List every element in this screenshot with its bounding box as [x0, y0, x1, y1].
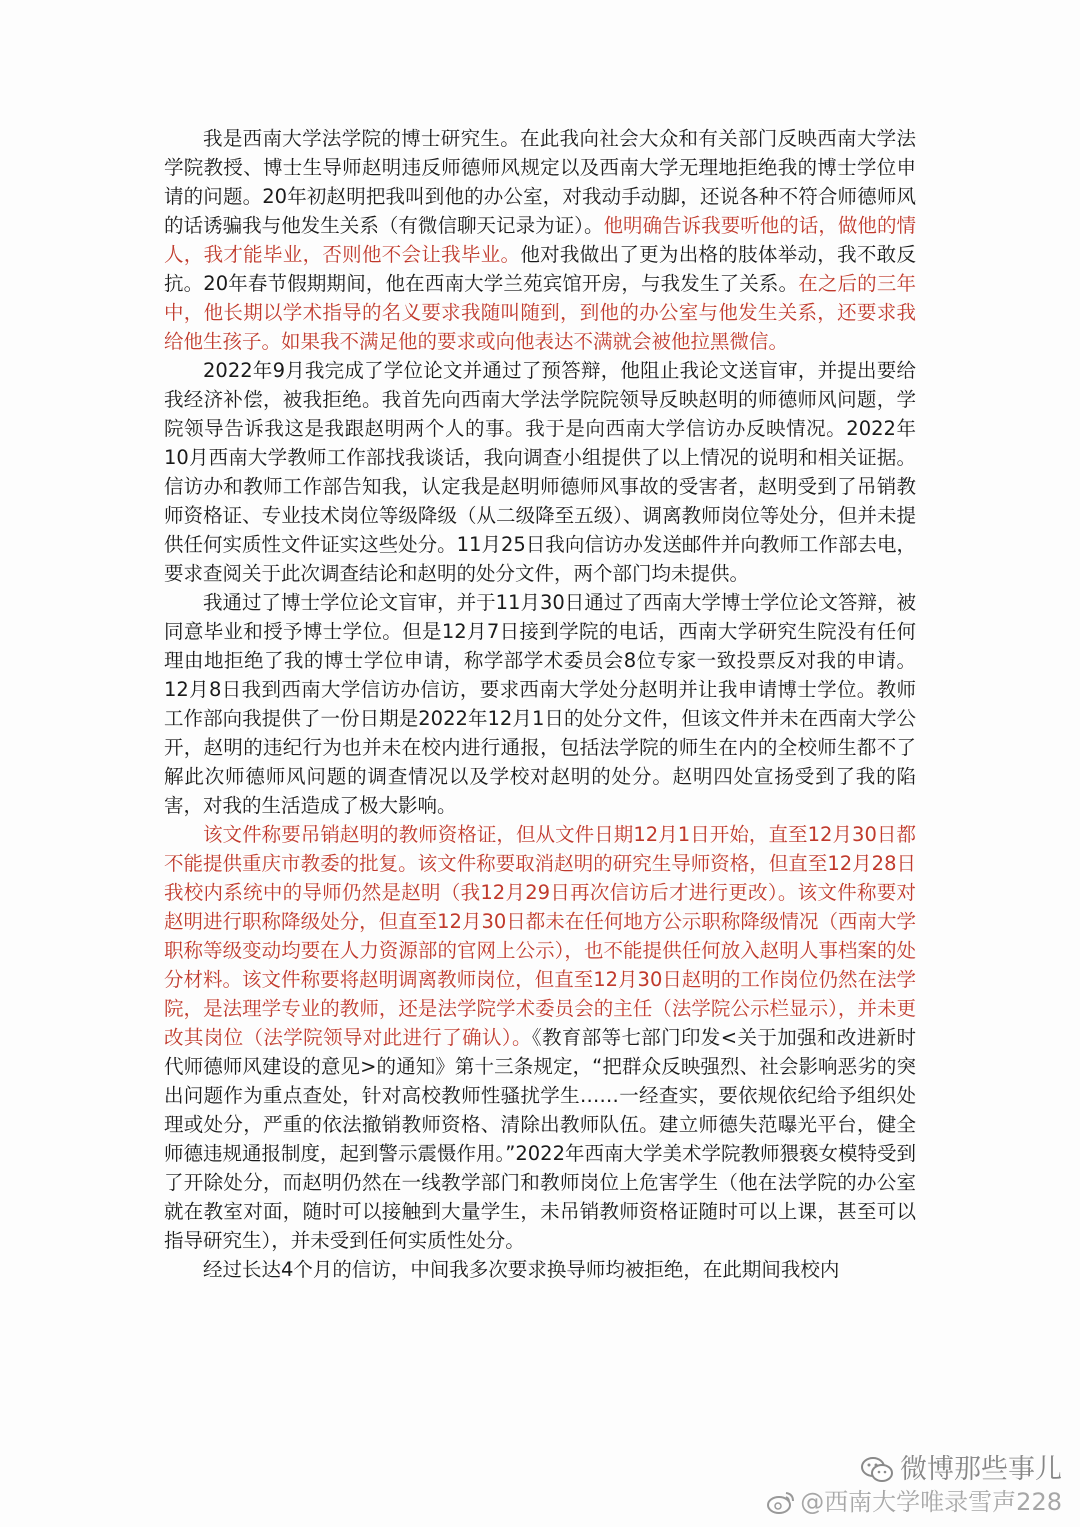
paragraph [164, 356, 916, 588]
paragraph [164, 588, 916, 820]
body-text: 他对我做出了更为出格的肢体举动，我不敢反抗。20年春节假期期间，他在西南大学兰苑宾馆开房，与我发生了关系。 [164, 243, 916, 295]
watermark [766, 1453, 1062, 1517]
highlighted-text: 在之后的三年中，他长期以学术指导的名义要求我随叫随到，到他的办公室与他发生关系，还要求我给他生孩子。如果我不满足他的要求或向他表达不满就会被他拉黑微信。 [164, 272, 916, 353]
body-text: 《教育部等七部门印发<关于加强和改进新时代师德师风建设的意见>的通知》第十三条规定，“把群众反映强烈、社会影响恶劣的突出问题作为重点查处，针对高校教师性骚扰学生……一经查实，要依规依纪给予组织处理或处分，严重的依法撤销教师资格、清除出教师队伍。建立师德失范曝光平台，健全师德违规通报制度，起到警示震慑作用。”2022年西南大学美术学院教师猥亵女模特受到了开除处分，而赵明仍然在一线教学部门和教师岗位上危害学生（他在法学院的办公室就在教室对面，随时可以接触到大量学生，未吊销教师资格证随时可以上课，甚至可以指导研究生），并未受到任何实质性处分。 [164, 1026, 916, 1252]
document-body [164, 124, 916, 1284]
watermark-text-2: @西南大学唯录雪声228 [800, 1488, 1062, 1516]
body-text: 经过长达4个月的信访，中间我多次要求换导师均被拒绝，在此期间我校内 [203, 1258, 840, 1281]
highlighted-text: 该文件称要吊销赵明的教师资格证，但从文件日期12月1日开始，直至12月30日都不能提供重庆市教委的批复。该文件称要取消赵明的研究生导师资格，但直至12月28日我校内系统中的导师仍然是赵明（我12月29日再次信访后才进行更改）。该文件称要对赵明进行职称降级处分，但直至12月30日都未在任何地方公示职称降级情况（西南大学职称等级变动均要在人力资源部的官网上公示），也不能提供任何放入赵明人事档案的处分材料。该文件称要将赵明调离教师岗位，但直至12月30日赵明的工作岗位仍然在法学院，是法理学专业的教师，还是法学院学术委员会的主任（法学院公示栏显示），并未更改其岗位（法学院领导对此进行了确认）。 [164, 823, 916, 1049]
highlighted-text: 他明确告诉我要听他的话，做他的情人，我才能毕业，否则他不会让我毕业。 [164, 214, 916, 266]
body-text: 2022年9月我完成了学位论文并通过了预答辩，他阻止我论文送盲审，并提出要给我经济补偿，被我拒绝。我首先向西南大学法学院院领导反映赵明的师德师风问题，学院领导告诉我这是我跟赵明两个人的事。我于是向西南大学信访办反映情况。2022年10月西南大学教师工作部找我谈话，我向调查小组提供了以上情况的说明和相关证据。信访办和教师工作部告知我，认定我是赵明师德师风事故的受害者，赵明受到了吊销教师资格证、专业技术岗位等级降级（从二级降至五级）、调离教师岗位等处分，但并未提供任何实质性文件证实这些处分。11月25日我向信访办发送邮件并向教师工作部去电，要求查阅关于此次调查结论和赵明的处分文件，两个部门均未提供。 [164, 359, 916, 585]
paragraph [164, 124, 916, 356]
wechat-icon [860, 1456, 894, 1484]
paragraph [164, 1255, 916, 1284]
body-text: 我是西南大学法学院的博士研究生。在此我向社会大众和有关部门反映西南大学法学院教授、博士生导师赵明违反师德师风规定以及西南大学无理地拒绝我的博士学位申请的问题。20年初赵明把我叫到他的办公室，对我动手动脚，还说各种不符合师德师风的话诱骗我与他发生关系（有微信聊天记录为证）。 [164, 127, 916, 237]
watermark-line1 [766, 1453, 1062, 1487]
paragraph [164, 820, 916, 1255]
body-text: 我通过了博士学位论文盲审，并于11月30日通过了西南大学博士学位论文答辩，被同意毕业和授予博士学位。但是12月7日接到学院的电话，西南大学研究生院没有任何理由地拒绝了我的博士学位申请，称学部学术委员会8位专家一致投票反对我的申请。12月8日我到西南大学信访办信访，要求西南大学处分赵明并让我申请博士学位。教师工作部向我提供了一份日期是2022年12月1日的处分文件，但该文件并未在西南大学公开，赵明的违纪行为也并未在校内进行通报，包括法学院的师生在内的全校师生都不了解此次师德师风问题的调查情况以及学校对赵明的处分。赵明四处宣扬受到了我的陷害，对我的生活造成了极大影响。 [164, 591, 916, 817]
watermark-text-1: 微博那些事儿 [900, 1454, 1062, 1485]
watermark-line2 [766, 1487, 1062, 1517]
weibo-icon [766, 1489, 796, 1515]
